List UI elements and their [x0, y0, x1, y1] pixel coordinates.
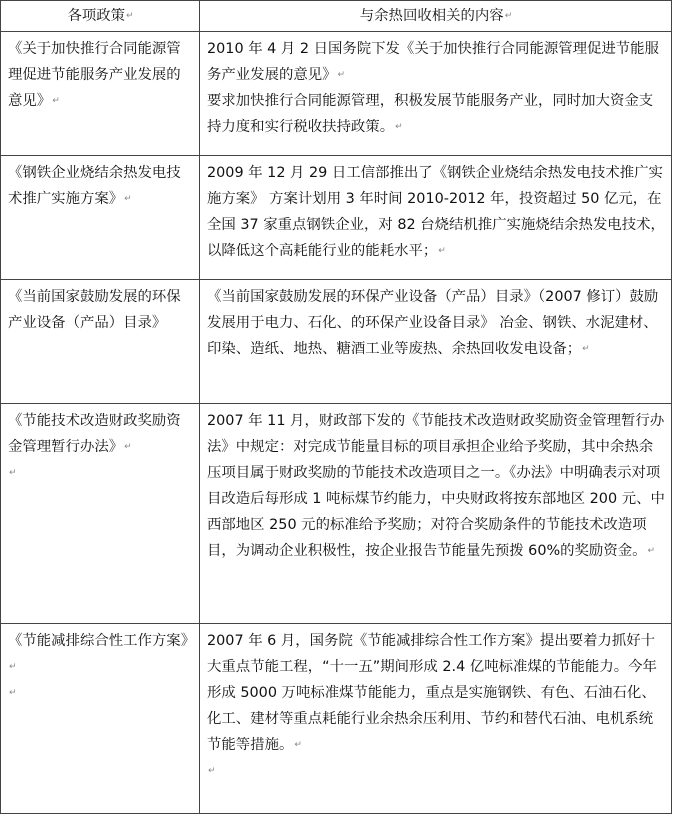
table-row [1, 404, 672, 624]
content-cell [200, 280, 672, 404]
content-text: 2009 年 12 月 29 日工信部推出了《钢铁企业烧结余热发电技术推广实施方案》 方案计划用 3 年时间 2010-2012 年，投资超过 50 亿元，在全国 37 家重点钢铁企业，对 82 台烧结机推广实施烧结余热发电技术，以降低这个高耗能行业的能耗水平； [207, 165, 665, 259]
policy-name: 《当前国家鼓励发展的环保产业设备（产品）目录》 [8, 289, 181, 331]
content-text: 2010 年 4 月 2 日国务院下发《关于加快推行合同能源管理促进节能服务产业发展的意见》 [207, 41, 659, 83]
policy-cell [1, 156, 200, 280]
content-cell [200, 156, 672, 280]
header-content [200, 1, 672, 32]
policy-cell [1, 404, 200, 624]
table-row [1, 280, 672, 404]
policy-name: 《关于加快推行合同能源管理促进节能服务产业发展的意见》 [8, 41, 181, 109]
table-row [1, 624, 672, 814]
blank-line [8, 680, 193, 706]
policy-name: 《节能减排综合性工作方案》 [8, 633, 196, 649]
policy-cell [1, 280, 200, 404]
table-row [1, 32, 672, 156]
table-row [1, 156, 672, 280]
policy-cell [1, 624, 200, 814]
content-text: 《当前国家鼓励发展的环保产业设备（产品）目录》（2007 修订）鼓励发展用于电力、石化、的环保产业设备目录》 冶金、钢铁、水泥建材、印染、造纸、地热、糖酒工业等废热、余热回收发电设备； [207, 289, 659, 357]
content-cell [200, 404, 672, 624]
header-policy-label: 各项政策 [67, 8, 126, 24]
policy-cell [1, 32, 200, 156]
header-content-label: 与余热回收相关的内容 [359, 8, 504, 24]
content-cell [200, 32, 672, 156]
content-cell [200, 624, 672, 814]
content-text: 要求加快推行合同能源管理，积极发展节能服务产业，同时加大资金支持力度和实行税收扶持政策。 [207, 93, 654, 135]
content-text: 2007 年 11 月，财政部下发的《节能技术改造财政奖励资金管理暂行办法》中规定：对完成节能量目标的项目承担企业给予奖励，其中余热余压项目属于财政奖励的节能技术改造项目之一。《办法》中明确表示对项目改造后每形成 1 吨标煤节约能力，中央财政将按东部地区 200 元、中西部地区 250 元的标准给予奖励；对符合奖励条件的节能技术改造项目，为调动企业积极性，按企业报告节能量先预拨 60%的奖励资金。 [207, 413, 665, 559]
table-header-row [1, 1, 672, 32]
header-policy [1, 1, 200, 32]
policy-name: 《钢铁企业烧结余热发电技术推广实施方案》 [8, 165, 181, 207]
blank-line [8, 460, 193, 486]
policy-name: 《节能技术改造财政奖励资金管理暂行办法》 [8, 413, 181, 455]
content-text: 2007 年 6 月，国务院《节能减排综合性工作方案》提出要着力抓好十大重点节能工程，“十一五”期间形成 2.4 亿吨标准煤的节能能力。今年形成 5000 万吨标准煤节能能力，重点是实施钢铁、有色、石油石化、化工、建材等重点耗能行业余热余压利用、节约和替代石油、电机系统节能等措施。 [207, 633, 657, 753]
blank-line [207, 758, 665, 784]
